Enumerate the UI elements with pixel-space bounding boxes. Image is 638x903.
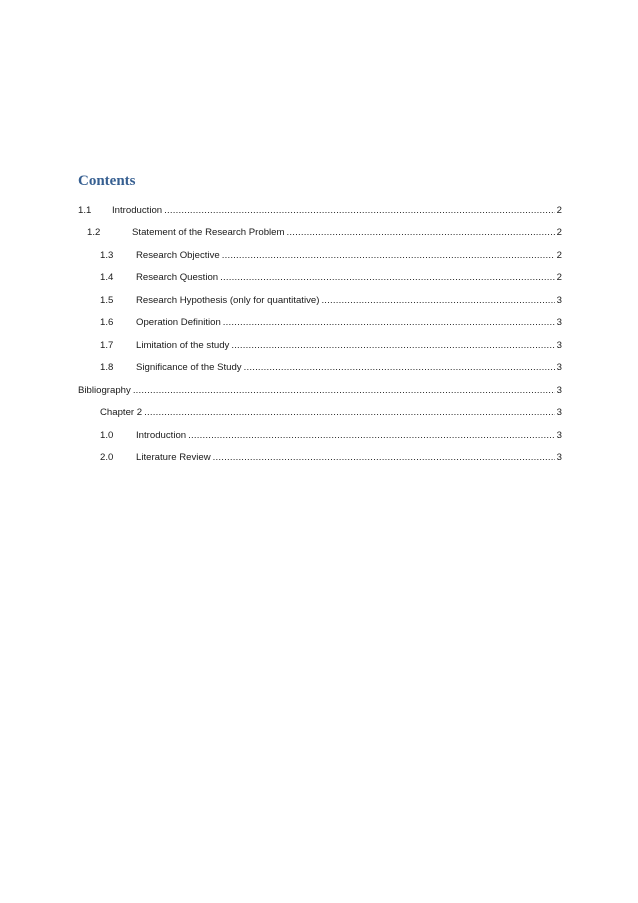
toc-entry-title: Literature Review — [136, 452, 211, 463]
toc-entry-bibliography[interactable] — [78, 374, 562, 397]
toc-entry-2-0[interactable] — [78, 442, 562, 465]
dot-leader — [231, 340, 554, 352]
dot-leader — [164, 205, 555, 217]
dot-leader — [321, 295, 554, 307]
toc-entry-title: Limitation of the study — [136, 339, 230, 351]
toc-entry-1-7[interactable] — [78, 329, 562, 352]
toc-heading: Contents — [78, 173, 136, 189]
toc-entry-number: 1.1 — [78, 204, 92, 216]
toc-entry-page: 3 — [556, 429, 562, 441]
toc-entry-1-3[interactable] — [78, 239, 562, 262]
toc-entry-1-8[interactable] — [78, 352, 562, 375]
toc-entry-page: 3 — [556, 317, 562, 328]
toc-entry-number: 2.0 — [100, 452, 114, 463]
toc-entry-1-5[interactable] — [78, 284, 562, 307]
dot-leader — [244, 362, 555, 374]
toc-entry-page: 3 — [556, 294, 562, 306]
toc-entry-title: Chapter 2 — [100, 407, 143, 418]
toc-entry-number: 1.8 — [100, 362, 114, 373]
toc-entry-number: 1.4 — [100, 272, 114, 283]
dot-leader — [213, 452, 555, 464]
dot-leader — [287, 227, 555, 239]
toc-entry-1-6[interactable] — [78, 307, 562, 330]
toc-entry-title: Research Hypothesis (only for quantitative) — [136, 294, 320, 306]
toc-entry-title: Introduction — [112, 204, 163, 216]
toc-entry-title: Operation Definition — [136, 317, 221, 328]
toc-entry-number: 1.2 — [87, 227, 101, 238]
toc-entry-1-4[interactable] — [78, 262, 562, 285]
toc-entry-number: 1.5 — [100, 294, 114, 306]
toc-entry-title: Bibliography — [78, 384, 131, 396]
toc-entry-page: 2 — [556, 249, 562, 261]
toc-entry-1-2[interactable] — [78, 217, 562, 240]
toc-entry-page: 2 — [556, 204, 562, 216]
toc-entry-page: 3 — [556, 452, 562, 463]
toc-entry-page: 3 — [556, 407, 562, 418]
dot-leader — [222, 250, 555, 262]
toc-entry-number: 1.6 — [100, 317, 114, 328]
dot-leader — [144, 407, 555, 419]
toc-entry-chapter-2[interactable] — [78, 397, 562, 420]
toc-entry-1-1[interactable] — [78, 194, 562, 217]
dot-leader — [220, 272, 555, 284]
toc-entry-title: Research Objective — [136, 249, 220, 261]
dot-leader — [223, 317, 555, 329]
toc-entry-title: Introduction — [136, 429, 187, 441]
toc-entry-title: Significance of the Study — [136, 362, 242, 373]
toc-entry-page: 3 — [556, 384, 562, 396]
dot-leader — [133, 385, 555, 397]
toc-entry-page: 3 — [556, 362, 562, 373]
toc-entry-title: Statement of the Research Problem — [132, 227, 285, 238]
toc-entry-page: 2 — [556, 227, 562, 238]
toc-entry-number: 1.3 — [100, 249, 114, 261]
toc-entry-page: 3 — [556, 339, 562, 351]
toc-entry-number: 1.0 — [100, 429, 114, 441]
dot-leader — [188, 430, 555, 442]
toc-entry-page: 2 — [556, 272, 562, 283]
toc-entry-1-0[interactable] — [78, 419, 562, 442]
toc-entry-title: Research Question — [136, 272, 219, 283]
table-of-contents — [78, 194, 562, 464]
toc-entry-number: 1.7 — [100, 339, 114, 351]
